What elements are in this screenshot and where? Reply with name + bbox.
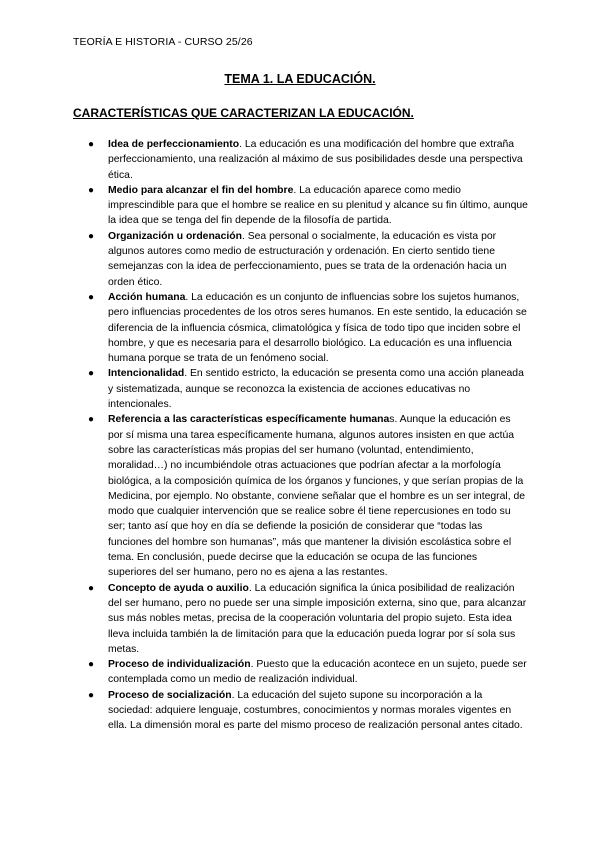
list-item [88,657,528,688]
page-header: TEORÍA E HISTORIA - CURSO 25/26 [73,36,253,48]
item-text: . En sentido estricto, la educación se presenta como una acción planeada y sistematizada, aunque se reconozca la existencia de acciones educativas no intencionales. [108,368,524,411]
item-text: . Puesto que la educación acontece en un sujeto, puede ser contemplada como un medio de realización individual. [108,659,527,686]
item-text: s. Aunque la educación es por sí misma una tarea específicamente humana, algunos autores insisten en que actúa sobre las características más propias del ser humano (voluntad, entendimiento, moralidad…) no incumbiéndole otras actuaciones que podrían afectar a la morfología biológica, a la composición química de los órganos y funciones, y que serían propias de la Medicina, por ejemplo. No obstante, conviene señalar que el hombre es un ser integral, de modo que cualquier intervención que se realice sobre él tiene repercusiones en todo su ser; tanto así que hoy en día se defiende la posición de considerar que “todas las funciones del hombre son humanas”, más que mantener la división escolástica sobre el tema. En conclusión, puede decirse que la educación se ocupa de las funciones superiores del ser humano, pero no es ajena a las restantes. [108,414,526,579]
item-text: . La educación significa la única posibilidad de realización del ser humano, pero no puede ser una simple imposición externa, sino que, para alcanzar sus más nobles metas, precisa de la cooperación voluntaria del propio sujeto. Esta idea lleva incluida también la de limitación para que la educación pueda lograr por sí sola sus metas. [108,582,527,655]
list-item [88,137,528,183]
bullet-icon: ● [88,659,95,671]
list-item [88,688,528,734]
item-text: . La educación del sujeto supone su incorporación a la sociedad: adquiere lenguaje, costumbres, conocimientos y normas morales vigentes en ella. La dimensión moral es parte del mismo proceso de realización personal antes citado. [108,689,523,732]
item-term: Referencia a las características específicamente humana [108,414,390,426]
item-term: Idea de perfeccionamiento [108,139,240,150]
document-title: TEMA 1. LA EDUCACIÓN. [224,72,376,86]
list-item [88,183,528,229]
item-term: Concepto de ayuda o auxilio [108,582,249,594]
bullet-icon: ● [88,230,95,242]
item-term: Proceso de socialización [108,689,232,701]
characteristics-list [88,137,528,734]
item-term: Acción humana [108,291,186,303]
bullet-icon: ● [88,689,95,701]
bullet-icon: ● [88,582,95,594]
bullet-icon: ● [88,368,95,380]
item-text: . La educación es una modificación del hombre que extraña perfeccionamiento, una realización al máximo de sus posibilidades desde una perspectiva ética. [108,139,523,181]
item-term: Medio para alcanzar el fin del hombre [108,184,294,196]
list-item [88,581,528,657]
section-heading: CARACTERÍSTICAS QUE CARACTERIZAN LA EDUCACIÓN. [73,106,414,120]
bullet-icon: ● [88,139,95,150]
item-term: Organización u ordenación [108,230,242,242]
list-item [88,229,528,290]
list-item [88,412,528,580]
item-text: . Sea personal o socialmente, la educación es vista por algunos autores como medio de estructuración y ordenación. En cierto sentido tiene semejanzas con la idea de perfeccionamiento, pues se trata de la ordenación hacia un orden ético. [108,230,507,288]
list-item [88,290,528,366]
list-item [88,366,528,412]
item-term: Intencionalidad [108,368,185,380]
bullet-icon: ● [88,184,95,196]
bullet-icon: ● [88,414,95,426]
item-term: Proceso de individualización [108,659,251,671]
item-text: . La educación aparece como medio imprescindible para que el hombre se realice en su plenitud y alcance su fin último, aunque la idea que se tenga del fin depende de la filosofía de partida. [108,184,528,227]
item-text: . La educación es un conjunto de influencias sobre los sujetos humanos, pero influencias procedentes de los otros seres humanos. En este sentido, la educación se diferencia de la influencia cósmica, climatológica y física de todo tipo que inciden sobre el hombre, y que es necesaria para el desarrollo biológico. La educación es una influencia humana porque se trata de un fenómeno social. [108,291,527,365]
bullet-icon: ● [88,291,95,303]
